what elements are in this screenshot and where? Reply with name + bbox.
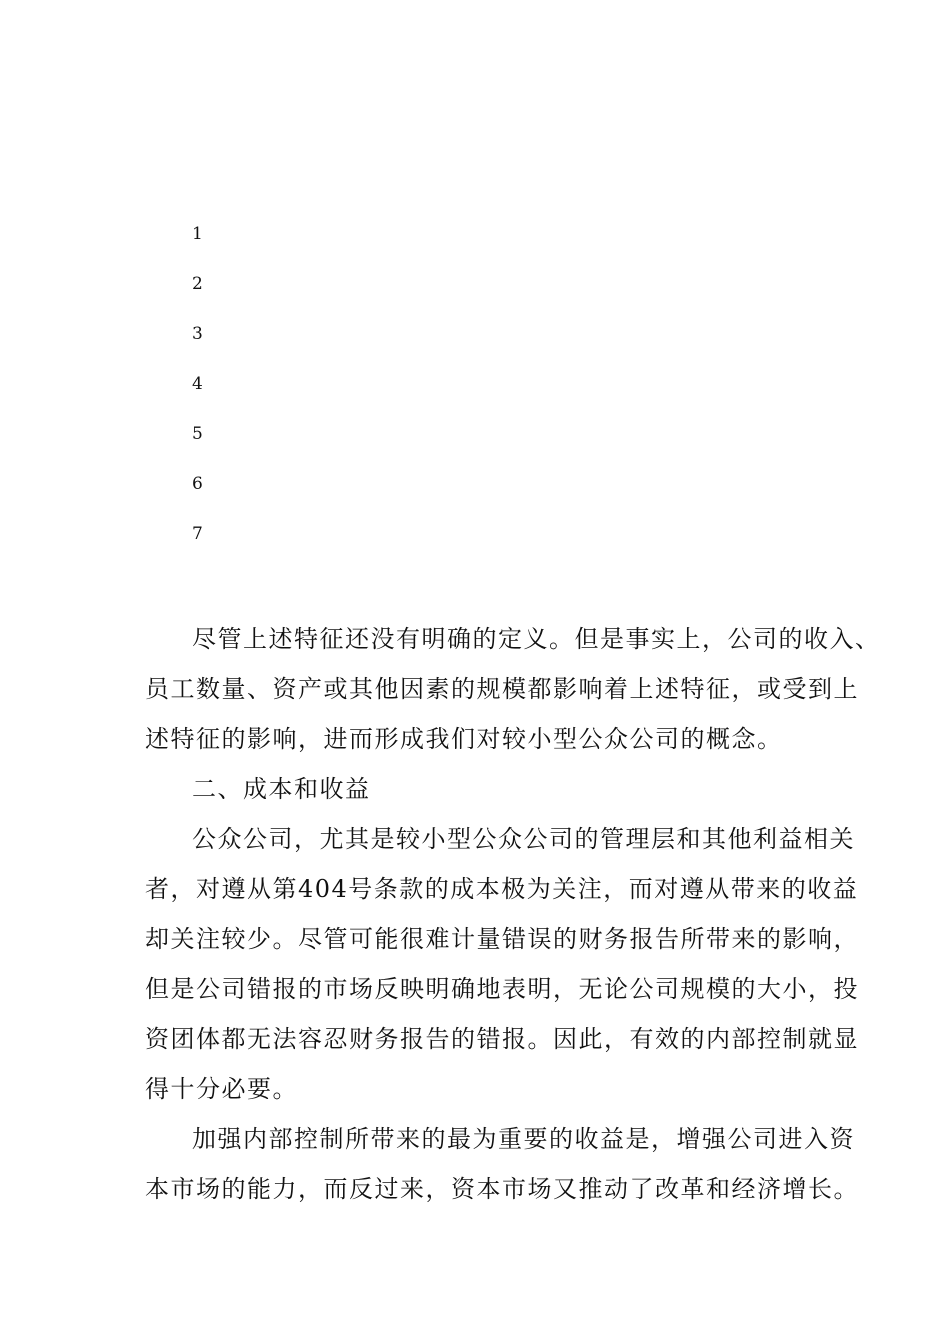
paragraph2-line-4: 但是公司错报的市场反映明确地表明，无论公司规模的大小，投 <box>145 975 859 1003</box>
list-item-6: 6 <box>192 474 204 494</box>
list-item-4: 4 <box>192 374 204 394</box>
paragraph3-line-2: 本市场的能力，而反过来，资本市场又推动了改革和经济增长。 <box>145 1175 859 1203</box>
list-item-2: 2 <box>192 274 204 294</box>
list-item-3: 3 <box>192 324 204 344</box>
paragraph2-line-1: 公众公司，尤其是较小型公众公司的管理层和其他利益相关 <box>192 825 855 853</box>
list-item-7: 7 <box>192 524 204 544</box>
section2-heading: 二、成本和收益 <box>192 775 371 803</box>
list-item-5: 5 <box>192 424 204 444</box>
paragraph2-line-5: 资团体都无法容忍财务报告的错报。因此，有效的内部控制就显 <box>145 1025 859 1053</box>
paragraph1-line-1: 尽管上述特征还没有明确的定义。但是事实上，公司的收入、 <box>192 625 881 653</box>
paragraph1-line-3: 述特征的影响，进而形成我们对较小型公众公司的概念。 <box>145 725 783 753</box>
paragraph1-line-2: 员工数量、资产或其他因素的规模都影响着上述特征，或受到上 <box>145 675 859 703</box>
paragraph2-line-2: 者，对遵从第404号条款的成本极为关注，而对遵从带来的收益 <box>145 875 859 903</box>
paragraph2-line-3: 却关注较少。尽管可能很难计量错误的财务报告所带来的影响， <box>145 925 859 953</box>
paragraph2-line-6: 得十分必要。 <box>145 1075 298 1103</box>
list-item-1: 1 <box>192 224 204 244</box>
paragraph3-line-1: 加强内部控制所带来的最为重要的收益是，增强公司进入资 <box>192 1125 855 1153</box>
